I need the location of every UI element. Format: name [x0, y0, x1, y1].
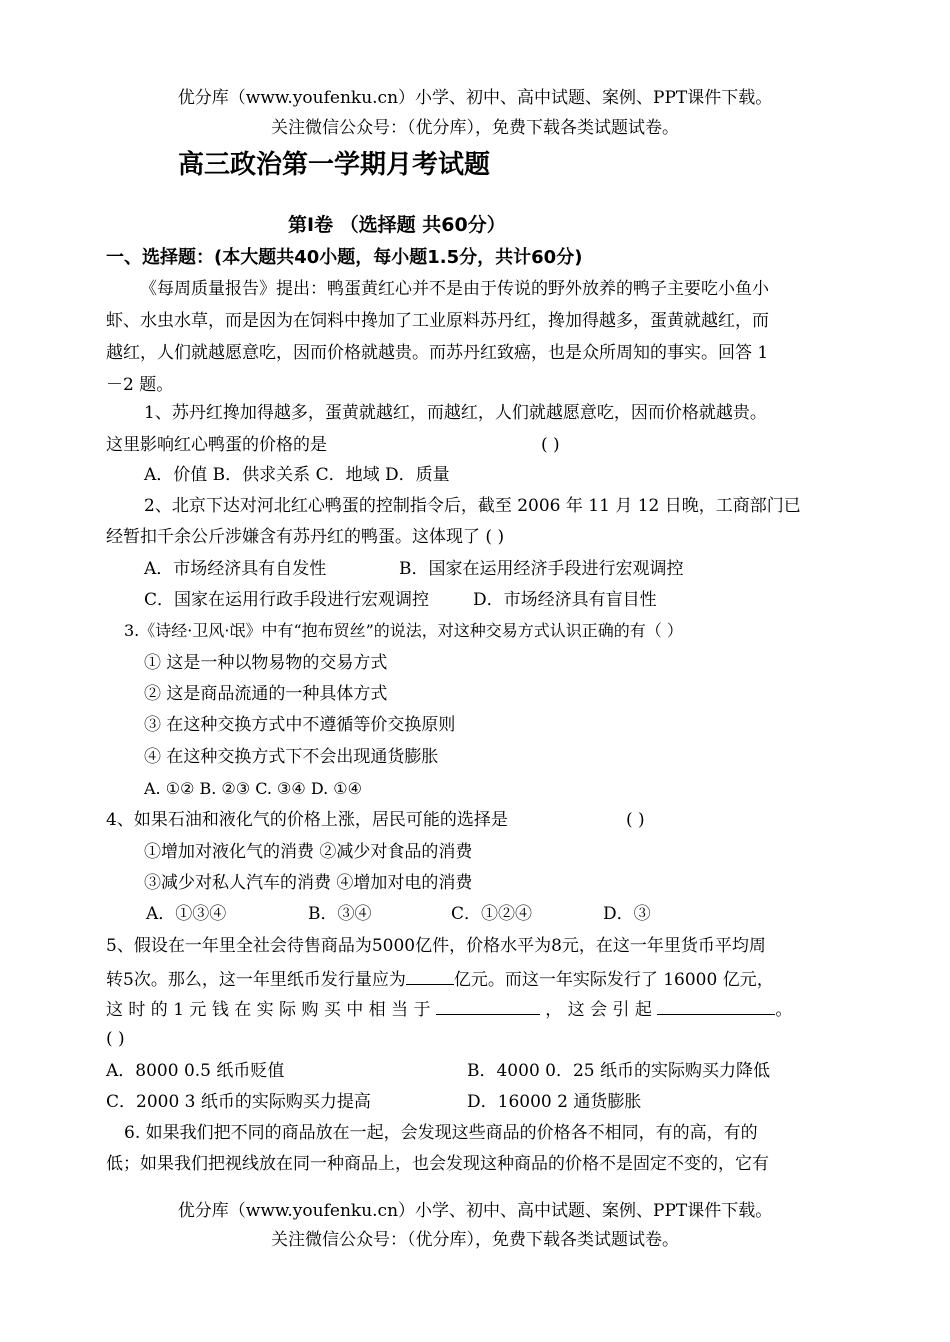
section-heading: 一、选择题：(本大题共40小题，每小题1.5分，共计60分) [106, 247, 583, 268]
q2-option-d: D．市场经济具有盲目性 [473, 590, 657, 610]
q6-stem-line-1: 6. 如果我们把不同的商品放在一起，会发现这些商品的价格各不相同，有的高，有的 [124, 1123, 758, 1143]
q4-option-d: D．③ [603, 904, 651, 924]
q5-line3-text-b: ， 这 会 引 起 [545, 1000, 652, 1020]
q4-items-row-2: ③减少对私人汽车的消费 ④增加对电的消费 [144, 873, 473, 893]
q4-option-c: C．①②④ [451, 904, 533, 924]
q5-stem-line-1: 5、假设在一年里全社会待售商品为5000亿件，价格水平为8元，在这一年里货币平均周 [106, 936, 766, 956]
q5-stem-line-2 [106, 966, 774, 992]
q4-answer-bracket: ( ) [626, 810, 645, 830]
footer-line-2: 关注微信公众号：（优分库），免费下载各类试题试卷。 [271, 1230, 679, 1250]
q3-stem: 3.《诗经·卫风·氓》中有“抱布贸丝”的说法，对这种交易方式认识正确的有（ ） [124, 621, 683, 640]
q4-stem: 4、如果石油和液化气的价格上涨，居民可能的选择是 [106, 810, 508, 830]
passage-line-2: 虾、水虫水草，而是因为在饲料中搀加了工业原料苏丹红，搀加得越多，蛋黄就越红，而 [106, 311, 769, 331]
q5-stem-line-3 [106, 996, 792, 1022]
q1-stem-line-1: 1、苏丹红搀加得越多，蛋黄就越红，而越红，人们就越愿意吃，因而价格就越贵。 [144, 403, 767, 423]
q2-stem-line-1: 2、北京下达对河北红心鸭蛋的控制指令后，截至 2006 年 11 月 12 日晚，工商部门已 [144, 496, 801, 516]
q1-options: A．价值 B．供求关系 C．地域 D．质量 [144, 465, 450, 485]
q3-item-4: ④ 在这种交换方式下不会出现通货膨胀 [144, 747, 439, 767]
passage-line-3: 越红，人们就越愿意吃，因而价格就越贵。而苏丹红致癌，也是众所周知的事实。回答 1 [106, 343, 769, 363]
q5-option-b: B．4000 0．25 纸币的实际购买力降低 [467, 1061, 771, 1081]
q5-option-d: D．16000 2 通货膨胀 [467, 1092, 642, 1112]
q4-items-row-1: ①增加对液化气的消费 ②减少对食品的消费 [144, 842, 473, 862]
q2-option-c: C．国家在运用行政手段进行宏观调控 [144, 590, 430, 610]
q3-item-2: ② 这是商品流通的一种具体方式 [144, 684, 388, 704]
passage-line-1: 《每周质量报告》提出：鸭蛋黄红心并不是由于传说的野外放养的鸭子主要吃小鱼小 [140, 279, 769, 299]
footer-line-1: 优分库（www.youfenku.cn）小学、初中、高中试题、案例、PPT课件下载。 [177, 1201, 773, 1221]
q5-line2-text-a: 转5次。那么，这一年里纸币发行量应为 [106, 970, 406, 990]
page-title: 高三政治第一学期月考试题 [178, 150, 491, 180]
q5-answer-bracket: ( ) [106, 1029, 125, 1049]
q5-option-a: A．8000 0.5 纸币贬值 [106, 1061, 285, 1081]
q4-option-a: A．①③④ [146, 904, 227, 924]
q5-line3-text-a: 这 时 的 1 元 钱 在 实 际 购 买 中 相 当 于 [106, 1000, 431, 1020]
q1-answer-bracket: ( ) [541, 435, 560, 455]
q2-option-b: B．国家在运用经济手段进行宏观调控 [399, 559, 684, 579]
passage-line-4: －2 题。 [106, 375, 174, 395]
q6-stem-line-2: 低；如果我们把视线放在同一种商品上，也会发现这种商品的价格不是固定不变的，它有 [106, 1154, 769, 1174]
header-line-1: 优分库（www.youfenku.cn）小学、初中、高中试题、案例、PPT课件下载。 [177, 88, 773, 108]
q1-stem-line-2: 这里影响红心鸭蛋的价格的是 [106, 435, 327, 455]
q5-line2-text-b: 亿元。而这一年实际发行了 16000 亿元， [453, 970, 774, 990]
q3-options: A. ①② B. ②③ C. ③④ D. ①④ [144, 779, 362, 798]
q3-item-1: ① 这是一种以物易物的交易方式 [144, 653, 388, 673]
q5-line3-text-c: 。 [775, 1000, 793, 1020]
q2-option-a: A．市场经济具有自发性 [144, 559, 327, 579]
q5-blank-3[interactable] [657, 996, 775, 1015]
q5-option-c: C．2000 3 纸币的实际购买力提高 [106, 1092, 371, 1112]
part-heading: 第Ⅰ卷 （选择题 共60分） [288, 214, 506, 236]
q5-blank-2[interactable] [436, 996, 540, 1015]
q4-option-b: B．③④ [308, 904, 372, 924]
q5-blank-1[interactable] [406, 966, 454, 985]
header-line-2: 关注微信公众号：（优分库），免费下载各类试题试卷。 [271, 118, 679, 138]
q2-stem-line-2: 经暂扣千余公斤涉嫌含有苏丹红的鸭蛋。这体现了 ( ) [106, 527, 505, 547]
q3-item-3: ③ 在这种交换方式中不遵循等价交换原则 [144, 715, 456, 735]
